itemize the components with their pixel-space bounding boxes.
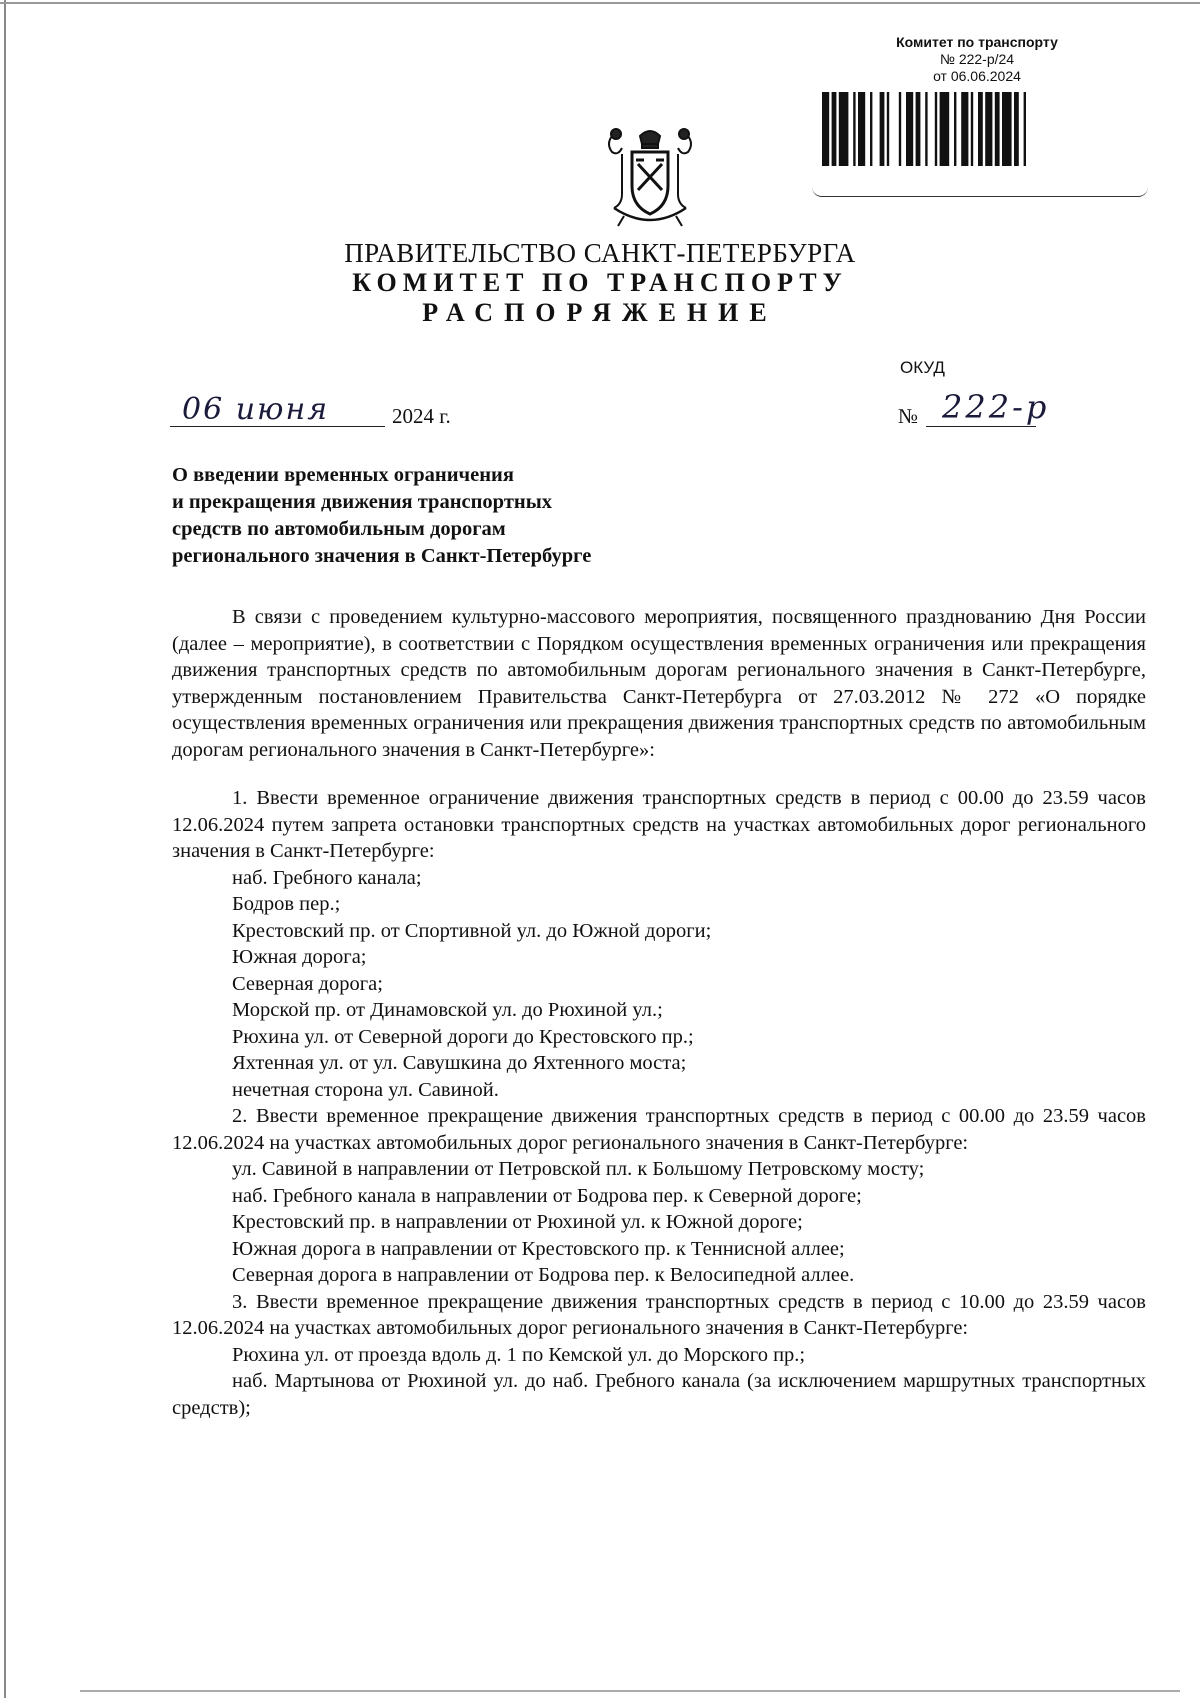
- barcode-bar: [899, 92, 901, 166]
- barcode-bar: [995, 92, 1000, 166]
- list-item: Южная дорога;: [232, 946, 367, 968]
- date-year: 2024 г.: [392, 404, 451, 428]
- subject-line: О введении временных ограничения: [172, 464, 514, 486]
- number-sign: №: [898, 404, 919, 428]
- list-item: ул. Савиной в направлении от Петровской пл. к Большому Петровскому мосту;: [232, 1158, 925, 1180]
- barcode-bar: [858, 92, 865, 166]
- order-subject: [172, 462, 732, 570]
- number-underline: [926, 426, 1036, 427]
- order-date: [170, 392, 460, 432]
- barcode-bar: [978, 92, 983, 166]
- section-2: 2. Ввести временное прекращение движения транспортных средств в период с 00.00 до 23.59 часов 12.06.2024 на участках автомобильных дорог регионального значения в Санкт-Петербурге:: [172, 1105, 1146, 1154]
- barcode-bar: [853, 92, 855, 166]
- committee-title: КОМИТЕТ ПО ТРАНСПОРТУ: [352, 268, 848, 297]
- barcode-bar: [961, 92, 968, 166]
- barcode-bar: [870, 92, 872, 166]
- barcode-bar: [880, 92, 885, 166]
- list-item: Рюхина ул. от проезда вдоль д. 1 по Кемской ул. до Морского пр.;: [232, 1343, 806, 1366]
- list-item: Яхтенная ул. от ул. Савушкина до Яхтенного моста;: [232, 1052, 687, 1074]
- scan-edge-bottom: [80, 1690, 1180, 1692]
- barcode-bar: [916, 92, 921, 166]
- order-title: РАСПОРЯЖЕНИЕ: [422, 298, 778, 327]
- okud-label: ОКУД: [900, 358, 945, 377]
- subject-line: средств по автомобильным дорогам: [172, 518, 506, 540]
- barcode-underline: [812, 186, 1148, 197]
- barcode-bar: [954, 92, 956, 166]
- barcode-bar: [1024, 92, 1026, 166]
- section-3: 3. Ввести временное прекращение движения транспортных средств в период с 10.00 до 23.59 часов 12.06.2024 на участках автомобильных дорог регионального значения в Санкт-Петербурге:: [172, 1290, 1146, 1339]
- list-item-wrapped: наб. Мартынова от Рюхиной ул. до наб. Гребного канала (за исключением маршрутных транспортных средств);: [172, 1370, 1146, 1419]
- barcode-bar: [925, 92, 927, 166]
- barcode-bar: [822, 92, 829, 166]
- subject-line: и прекращения движения транспортных: [172, 491, 552, 513]
- registration-committee: Комитет по транспорту: [896, 34, 1058, 50]
- barcode-bar: [887, 92, 889, 166]
- list-item: Крестовский пр. в направлении от Рюхиной ул. к Южной дороге;: [232, 1211, 803, 1233]
- list-item: Рюхина ул. от Северной дороги до Крестовского пр.;: [232, 1025, 694, 1048]
- list-item: Северная дорога;: [232, 972, 383, 995]
- date-handwritten: 06 июня: [182, 392, 330, 427]
- list-item: нечетная сторона ул. Савиной.: [232, 1078, 499, 1101]
- list-item: наб. Гребного канала в направлении от Бодрова пер. к Северной дороге;: [232, 1184, 862, 1207]
- registration-number: № 222-р/24: [939, 51, 1015, 67]
- list-item: Крестовский пр. от Спортивной ул. до Южной дороги;: [232, 919, 712, 942]
- list-item: Южная дорога в направлении от Крестовского пр. к Теннисной аллее;: [232, 1237, 845, 1260]
- list-item: Бодров пер.;: [232, 893, 341, 915]
- list-item: наб. Гребного канала;: [232, 866, 422, 889]
- barcode-bar: [940, 92, 950, 166]
- paragraph-gap: [172, 763, 1146, 785]
- coat-of-arms-icon: [602, 124, 698, 228]
- barcode: [822, 92, 1152, 178]
- scan-edge-top: [0, 2, 1200, 4]
- list-item: Северная дорога в направлении от Бодрова пер. к Велосипедной аллее.: [232, 1264, 855, 1286]
- preamble: В связи с проведением культурно-массового мероприятия, посвященного празднованию Дня России (далее – мероприятие), в соответствии с Порядком осуществления временных ограничения или прекращения движения транспортных средств по автомобильным дорогам регионального значения в Санкт-Петербурге, утвержденным постановлением Правительства Санкт-Петербурга от 27.03.2012 № 272 «О порядке осуществления временных ограничения или прекращения движения транспортных средств по автомобильным дорогам регионального значения в Санкт-Петербурге»:: [172, 606, 1146, 761]
- order-number: [898, 388, 1098, 432]
- date-underline: [170, 426, 385, 427]
- barcode-bar: [1014, 92, 1019, 166]
- subject-line: регионального значения в Санкт-Петербурге: [172, 545, 592, 567]
- registration-date: от 06.06.2024: [933, 68, 1021, 84]
- barcode-bar: [1002, 92, 1012, 166]
- registration-stamp: [812, 34, 1142, 85]
- barcode-bar: [832, 92, 837, 166]
- number-handwritten: 222-р: [942, 388, 1050, 426]
- section-1: 1. Ввести временное ограничение движения транспортных средств в период с 00.00 до 23.59 часов 12.06.2024 путем запрета остановки транспортных средств на участках автомобильных дорог регионального значения в Санкт-Петербурге:: [172, 787, 1146, 862]
- barcode-bar: [985, 92, 992, 166]
- barcode-bar: [935, 92, 937, 166]
- barcode-bar: [839, 92, 849, 166]
- order-body: [172, 604, 1146, 1421]
- barcode-bar: [971, 92, 973, 166]
- barcode-bar: [906, 92, 913, 166]
- government-title: ПРАВИТЕЛЬСТВО САНКТ-ПЕТЕРБУРГА: [344, 238, 856, 268]
- list-item: Морской пр. от Динамовской ул. до Рюхиной ул.;: [232, 999, 663, 1021]
